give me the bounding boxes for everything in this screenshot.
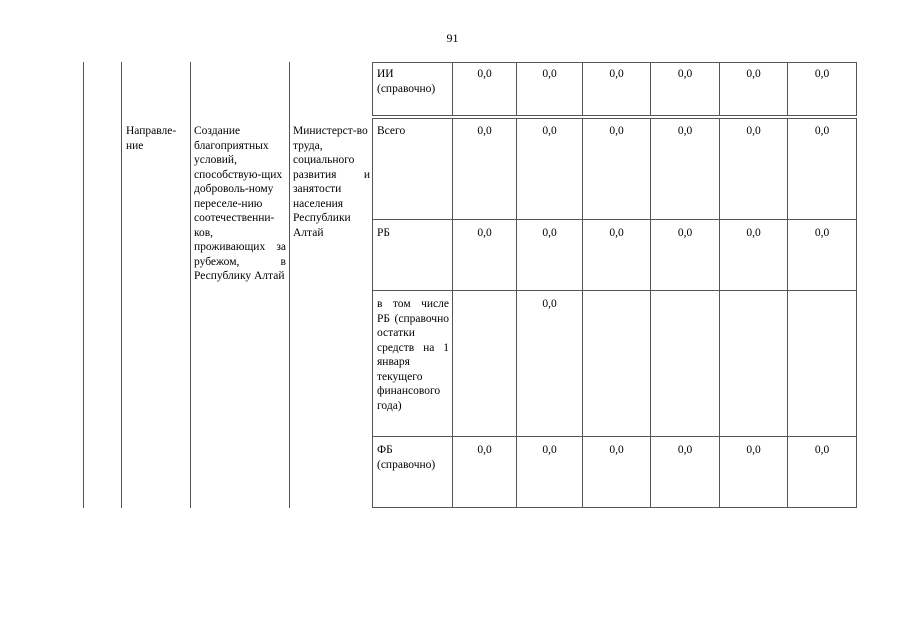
top-value-1: 0,0 — [477, 68, 492, 80]
row-fb-value-2: 0,0 — [542, 444, 557, 456]
row-total-value-2: 0,0 — [542, 125, 557, 137]
row-total-value-3: 0,0 — [609, 125, 624, 137]
top-value-2: 0,0 — [542, 68, 557, 80]
row-total-value-6: 0,0 — [814, 125, 830, 137]
row-divider-3 — [372, 436, 857, 437]
top-source-col-line — [372, 62, 373, 116]
row-total-value-4: 0,0 — [677, 125, 693, 137]
main-source-col-line — [372, 118, 373, 508]
row-fb-value-4: 0,0 — [677, 444, 693, 456]
top-right-border — [856, 62, 857, 116]
top-row-top-border — [372, 62, 857, 63]
page-number: 91 — [446, 31, 459, 45]
top-value-6: 0,0 — [814, 68, 830, 80]
main-right-border — [856, 118, 857, 508]
responsible-executor: Министерст-во труда, социального развития и занятости населения Республики Алтай — [293, 125, 370, 239]
top-row-bottom-border — [372, 115, 857, 116]
left-col-line-1 — [83, 62, 84, 508]
measure-description: Создание благоприятных условий, способствую-щих доброволь-ному переселе-нию соотечественни-ков, проживающих за рубежом, в Республику Алтай — [194, 125, 286, 282]
row-rb-remainder-source: в том числе РБ (справочно остатки средств на 1 января текущего финансового года) — [377, 298, 449, 412]
top-source-label: ИИ (справочно) — [377, 68, 436, 95]
row-total-source: Всего — [377, 125, 406, 137]
row-total-value-5: 0,0 — [746, 125, 761, 137]
row-rb-value-4: 0,0 — [677, 227, 693, 239]
row-rb-value-1: 0,0 — [477, 227, 492, 239]
row-fb-value-6: 0,0 — [814, 444, 830, 456]
row-rb-value-5: 0,0 — [746, 227, 761, 239]
left-col-line-4 — [289, 62, 290, 508]
row-rb-value-2: 0,0 — [542, 227, 557, 239]
top-value-3: 0,0 — [609, 68, 624, 80]
top-value-5: 0,0 — [746, 68, 761, 80]
direction-label: Направле-ние — [126, 125, 177, 152]
row-fb-source: ФБ (справочно) — [377, 444, 436, 471]
left-col-line-2 — [121, 62, 122, 508]
row-fb-value-5: 0,0 — [746, 444, 761, 456]
row-divider-2 — [372, 290, 857, 291]
row-total-value-1: 0,0 — [477, 125, 492, 137]
row-divider-1 — [372, 219, 857, 220]
main-bottom-border — [372, 507, 857, 508]
left-col-line-3 — [190, 62, 191, 508]
main-top-border — [372, 118, 857, 119]
row-rb-source: РБ — [377, 227, 390, 239]
row-rb-value-6: 0,0 — [814, 227, 830, 239]
row-rb-value-3: 0,0 — [609, 227, 624, 239]
top-value-4: 0,0 — [677, 68, 693, 80]
row-fb-value-1: 0,0 — [477, 444, 492, 456]
row-rb-remainder-value-2: 0,0 — [542, 298, 557, 310]
row-fb-value-3: 0,0 — [609, 444, 624, 456]
